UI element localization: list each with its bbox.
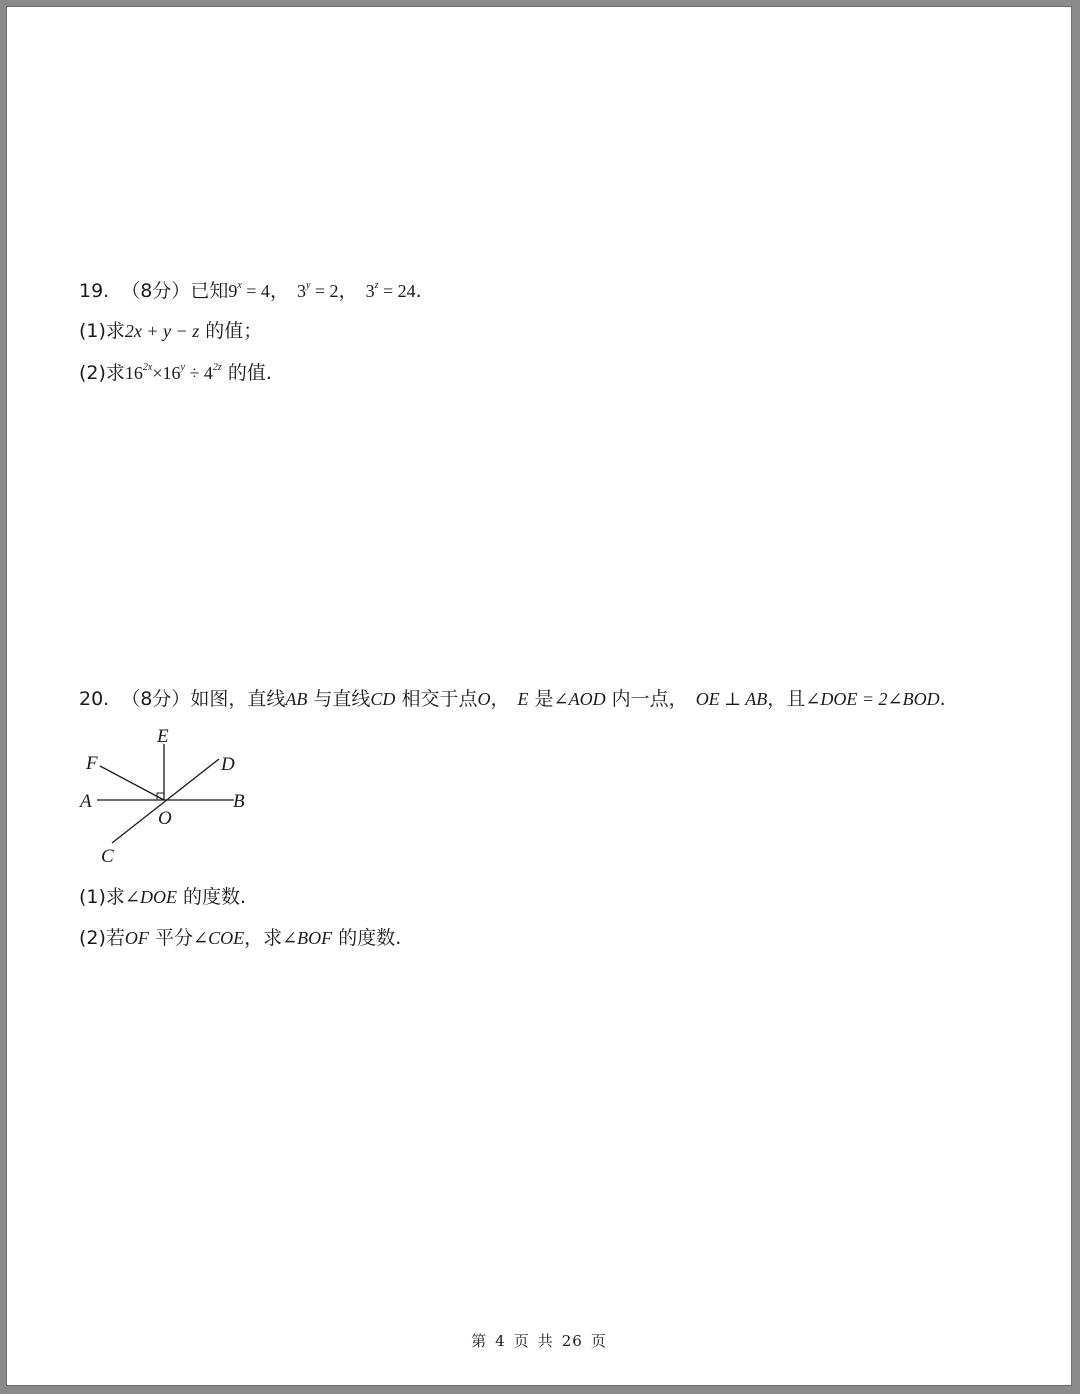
label-a: A — [80, 791, 92, 812]
label-c: C — [101, 846, 114, 867]
q19-number: 19. — [79, 280, 110, 302]
q19-score: （8分） — [121, 280, 191, 302]
q19-stem: 19. （8分）已知9$^x$ = 4， 3$^y$ = 2， 3$^z$ = 24. — [79, 280, 422, 302]
q19-lead: 已知 — [190, 280, 229, 302]
label-e: E — [157, 726, 169, 747]
label-d: D — [221, 754, 235, 775]
label-o: O — [158, 808, 172, 829]
q20-figure — [72, 718, 262, 868]
q19-part2: (2)求$16^{2x}\times 16^y \div 4^{2z}$ 的值. — [79, 362, 272, 384]
q20-part2: (2)若OF 平分∠COE，求∠BOF 的度数. — [79, 927, 402, 949]
label-f: F — [86, 753, 98, 774]
q19-part2-expr: $16^{2x}\times 16^y \div 4^{2z}$ — [124, 362, 222, 383]
q19-part1-expr: 2x + y − z — [124, 321, 200, 341]
ray-of — [100, 766, 164, 800]
q19-part1: (1)求2x + y − z 的值； — [79, 320, 263, 342]
q19-cond3: 3$^z$ = 24 — [365, 280, 416, 301]
current-page: 4 — [495, 1332, 506, 1350]
q19-cond2: 3$^y$ = 2 — [296, 280, 339, 301]
q20-stem: 20. （8分）如图，直线AB 与直线CD 相交于点O， E 是∠AOD 内一点， OE ⊥ AB，且∠DOE = 2∠BOD. — [79, 688, 946, 710]
page-footer: 第 4 页 共 26 页 — [471, 1332, 607, 1350]
page — [6, 6, 1072, 1386]
label-b: B — [233, 791, 245, 812]
q20-part1: (1)求∠DOE 的度数. — [79, 886, 247, 908]
line-cd — [112, 759, 219, 843]
q20-number: 20. — [79, 688, 110, 710]
total-pages: 26 — [561, 1332, 583, 1350]
q19-cond1: 9$^x$ = 4 — [228, 280, 270, 301]
